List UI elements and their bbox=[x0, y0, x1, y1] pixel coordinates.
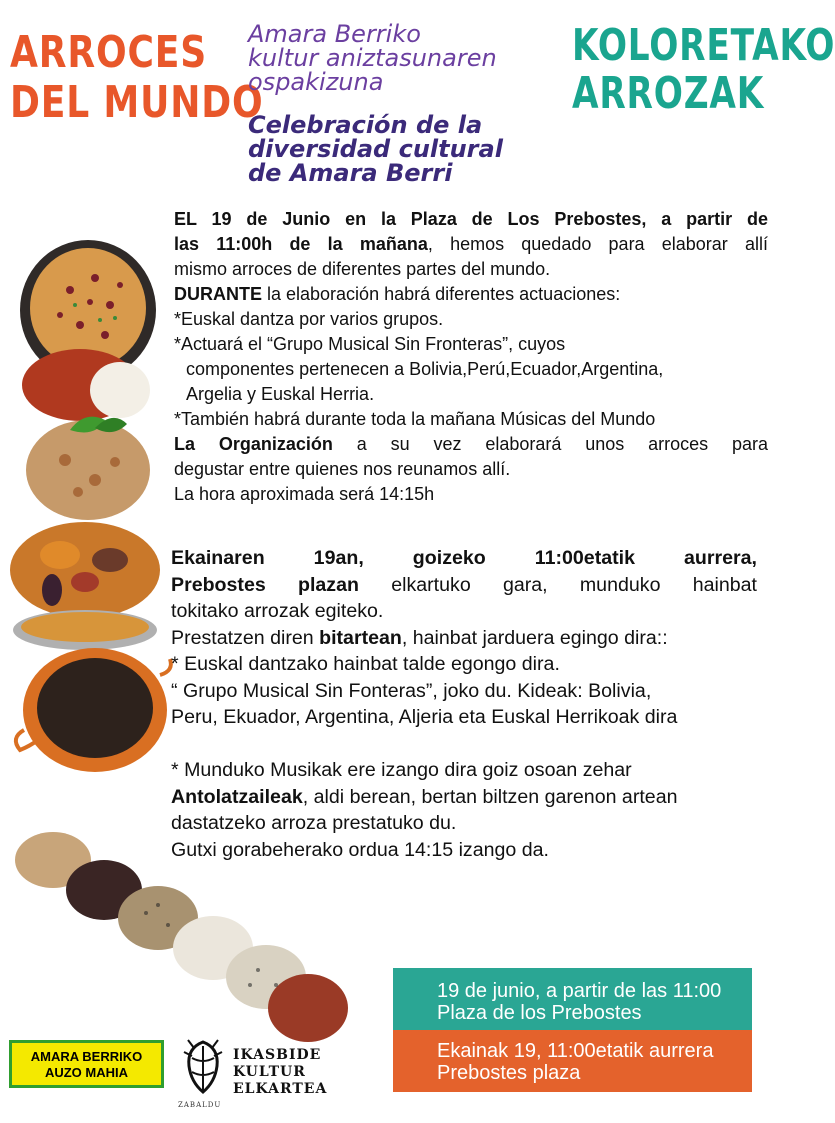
es-text-line: *Actuará el “Grupo Musical Sin Fronteras”, cuyos bbox=[174, 334, 566, 354]
eu-text-span: elkartuko gara, munduko hainbat bbox=[358, 573, 757, 596]
zabaldu-label: ZABALDU bbox=[178, 1101, 222, 1109]
spanish-text-block bbox=[174, 207, 768, 507]
subtitle-basque bbox=[248, 22, 497, 94]
title-es-line1: ARROCES bbox=[10, 27, 208, 78]
amara-berriko-auzo-mahia-logo bbox=[9, 1040, 164, 1088]
banner-line: Prebostes plaza bbox=[437, 1062, 581, 1084]
es-text-line: Argelia y Euskal Herria. bbox=[186, 384, 375, 404]
subtitle-eu-line: Amara Berriko bbox=[248, 20, 421, 48]
es-text-line bbox=[174, 232, 768, 257]
eu-text-line: tokitako arrozak egiteko. bbox=[171, 600, 384, 622]
es-durante-bold: DURANTE bbox=[174, 284, 262, 304]
eu-text-line: Ekainaren 19an, goizeko 11:00etatik aurrera, bbox=[171, 547, 757, 569]
es-text-line: La hora aproximada será 14:15h bbox=[174, 484, 435, 504]
title-arroces-del-mundo bbox=[10, 27, 264, 128]
es-text-span: la elaboración habrá diferentes actuaciones: bbox=[262, 284, 621, 304]
eu-text-span: , hainbat jarduera egingo dira:: bbox=[401, 626, 668, 649]
subtitle-spanish bbox=[248, 113, 503, 185]
eu-text-line: Gutxi gorabeherako ordua 14:15 izango da. bbox=[171, 838, 549, 861]
title-koloretako-arrozak bbox=[572, 20, 835, 119]
es-date-time-bold: las 11:00h de la mañana bbox=[174, 234, 428, 254]
black-rice bbox=[37, 658, 153, 758]
banner-line: Ekainak 19, 11:00etatik aurrera bbox=[437, 1040, 714, 1062]
subtitle-eu-line: kultur aniztasunaren bbox=[248, 44, 497, 72]
basque-text-block bbox=[171, 545, 757, 863]
es-text-line: componentes pertenecen a Bolivia,Perú,Ecuador,Argentina, bbox=[186, 359, 664, 379]
eu-text-span: Prestatzen diren bbox=[171, 626, 320, 649]
title-eu-line2: ARROZAK bbox=[572, 68, 765, 119]
subtitle-es-line: diversidad cultural bbox=[248, 135, 503, 163]
eu-text-line bbox=[171, 625, 757, 652]
rice-salad bbox=[26, 420, 150, 520]
eu-text-line: * Euskal dantzako hainbat talde egongo dira. bbox=[171, 653, 560, 675]
eu-antolatzaileak-bold: Antolatzaileak bbox=[171, 785, 303, 808]
eu-plaza-bold: Prebostes plazan bbox=[171, 573, 359, 596]
ikas-line: KULTUR bbox=[233, 1064, 306, 1080]
ikasbide-kultur-elkartea-logo bbox=[233, 1047, 327, 1098]
banner-line: Plaza de los Prebostes bbox=[437, 1002, 642, 1024]
banner-line: 19 de junio, a partir de las 11:00 bbox=[437, 980, 722, 1002]
es-text-span: , hemos quedado para elaborar allí bbox=[427, 234, 768, 254]
eu-text-line: dastatzeko arroza prestatuko du. bbox=[171, 812, 457, 834]
white-rice bbox=[90, 362, 150, 418]
es-text-line: *Euskal dantza por varios grupos. bbox=[174, 309, 444, 329]
rice-with-vegetables bbox=[10, 522, 160, 618]
zabaldu-logo-icon bbox=[180, 1036, 226, 1098]
subtitle-es-line: Celebración de la bbox=[248, 111, 483, 139]
es-text-line: *También habrá durante toda la mañana Músicas del Mundo bbox=[174, 409, 656, 429]
ikas-line: IKASBIDE bbox=[233, 1047, 322, 1063]
rice-dishes-illustration bbox=[0, 230, 175, 790]
title-eu-line1: KOLORETAKO bbox=[572, 20, 835, 71]
eu-text-line: “ Grupo Musical Sin Fonteras”, joko du. Kideak: Bolivia, bbox=[171, 679, 652, 702]
banner-basque-date bbox=[393, 1030, 752, 1092]
es-text-line: mismo arroces de diferentes partes del mundo. bbox=[174, 259, 551, 279]
es-text-span: a su vez elaborará unos arroces para bbox=[332, 434, 769, 454]
es-organizacion-bold: La Organización bbox=[174, 434, 333, 454]
es-text-line bbox=[174, 282, 768, 307]
rice-varieties-illustration bbox=[8, 825, 353, 1050]
subtitle-eu-line: ospakizuna bbox=[248, 68, 384, 96]
eu-text-line bbox=[171, 784, 757, 811]
es-text-line bbox=[174, 432, 768, 457]
subtitle-es-line: de Amara Berri bbox=[248, 159, 453, 187]
title-es-line2: DEL MUNDO bbox=[10, 77, 264, 128]
banner-spanish-date bbox=[393, 968, 752, 1030]
eu-bitartean-bold: bitartean bbox=[319, 626, 402, 649]
rice-pile bbox=[268, 974, 348, 1042]
eu-text-line: * Munduko Musikak ere izango dira goiz osoan zehar bbox=[171, 759, 632, 781]
mahia-line: AMARA BERRIKO bbox=[30, 1049, 143, 1064]
blank-line bbox=[171, 731, 757, 758]
eu-text-span: , aldi berean, bertan biltzen garenon artean bbox=[302, 785, 678, 808]
mahia-line: AUZO MAHIA bbox=[44, 1065, 129, 1080]
es-text-line: degustar entre quienes nos reunamos allí. bbox=[174, 459, 511, 479]
eu-text-line: Peru, Ekuador, Argentina, Aljeria eta Euskal Herrikoak dira bbox=[171, 706, 678, 728]
eu-text-line bbox=[171, 572, 757, 599]
ikas-line: ELKARTEA bbox=[233, 1081, 328, 1097]
es-text-line: EL 19 de Junio en la Plaza de Los Prebostes, a partir de bbox=[174, 209, 768, 229]
